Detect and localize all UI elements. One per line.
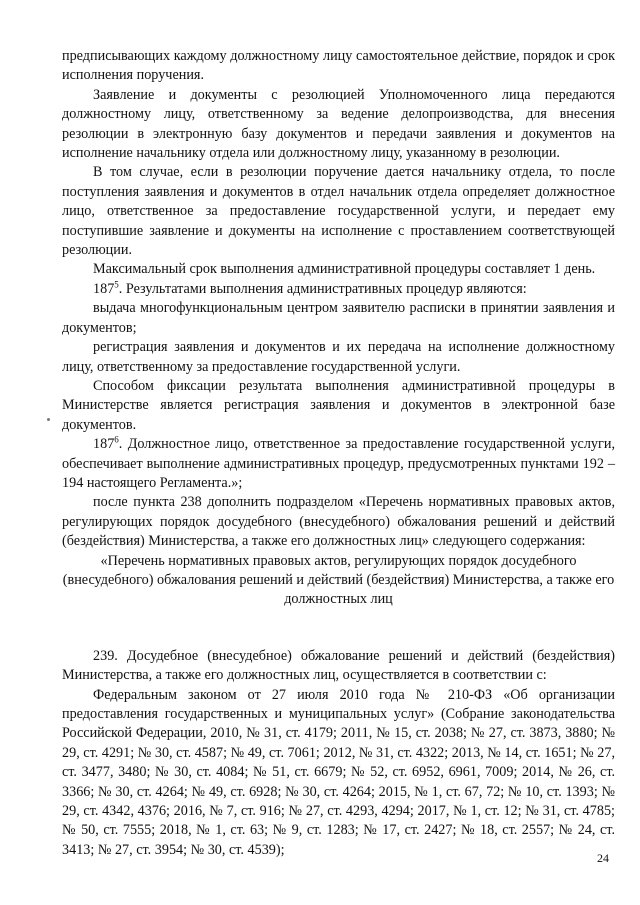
section-heading: «Перечень нормативных правовых актов, регулирующих порядок досудебного (внесудебного) обжалования решений и действий (бездействия) Министерства, а также его должностных лиц (62, 552, 615, 608)
clause-number: 187 (93, 280, 115, 297)
paragraph-federal-law: Федеральным законом от 27 июля 2010 года № 210-ФЗ «Об организации предоставления государственных и муниципальных услуг» (Собрание законодательства Российской Федерации, 2010, № 31, ст. 4179; 2011, № 15, ст. 2038; № 27, ст. 3873, 3880; № 29, ст. 4291; № 30, ст. 4587; № 49, ст. 7061; 2012, № 31, ст. 4322; 2013, № 14, ст. 1651; № 27, ст. 3477, 3480; № 30, ст. 4084; № 51, ст. 6679; № 52, ст. 6952, 6961, 7009; 2014, № 26, ст. 3366; № 30, ст. 4264; № 49, ст. 6928; № 30, ст. 4264; 2015, № 1, ст. 67, 72; № 10, ст. 1393; № 29, ст. 4342, 4376; 2016, № 7, ст. 916; № 27, ст. 4293, 4294; 2017, № 1, ст. 12; № 31, ст. 4785; № 50, ст. 7555; 2018, № 1, ст. 63; № 9, ст. 1283; № 17, ст. 2427; № 18, ст. 2557; № 24, ст. 3413; № 27, ст. 3954; № 30, ст. 4539); (62, 686, 615, 858)
paragraph-max-term: Максимальный срок выполнения административной процедуры составляет 1 день. (93, 261, 596, 278)
clause-superscript: 5 (114, 279, 119, 290)
paragraph-transfer: Заявление и документы с резолюцией Уполномоченного лица передаются должностному лицу, ответственному за ведение делопроизводства, для внесения резолюции в электронную базу документов и передачи заявления и документов на исполнение начальнику отдела или должностному лицу, указанному в резолюции. (62, 86, 615, 162)
margin-mark (47, 418, 50, 421)
spacer (62, 610, 615, 647)
clause-superscript: 6 (114, 434, 119, 445)
paragraph-187-5 (62, 280, 615, 299)
clause-text: . Должностное лицо, ответственное за предоставление государственной услуги, обеспечивает выполнение административных процедур, предусмотренных пунктами 192 – 194 настоящего Регламента.»; (62, 436, 615, 491)
paragraph-issue-receipt: выдача многофункциональным центром заявителю расписки в принятии заявления и документов; (62, 300, 615, 336)
page-number: 24 (597, 851, 609, 865)
paragraph-intro: предписывающих каждому должностному лицу самостоятельное действие, порядок и срок исполнения поручения. (62, 48, 615, 84)
paragraph-187-6 (62, 435, 615, 493)
clause-text: . Результатами выполнения административных процедур являются: (118, 280, 527, 297)
document-body (62, 47, 615, 860)
paragraph-after-238: после пункта 238 дополнить подразделом «Перечень нормативных правовых актов, регулирующих порядок досудебного (внесудебного) обжалования решений и действий (бездействия) Министерства, а также его должностных лиц» следующего содержания: (62, 494, 615, 550)
paragraph-registration: регистрация заявления и документов и их передача на исполнение должностному лицу, ответственному за предоставление государственной услуги. (62, 339, 615, 375)
paragraph-fixation: Способом фиксации результата выполнения административной процедуры в Министерстве является регистрация заявления и документов в электронной базе документов. (62, 377, 615, 433)
paragraph-239: 239. Досудебное (внесудебное) обжалование решений и действий (бездействия) Министерства, а также его должностных лиц, осуществляется в соответствии с: (62, 647, 615, 684)
clause-number: 187 (93, 436, 115, 453)
paragraph-head-of-department: В том случае, если в резолюции поручение дается начальнику отдела, то после поступления заявления и документов в отдел начальник отдела определяет должностное лицо, ответственное за предоставление государственной услуги, и передает ему поступившие заявление и документы на исполнение с проставлением соответствующей резолюции. (62, 164, 615, 259)
